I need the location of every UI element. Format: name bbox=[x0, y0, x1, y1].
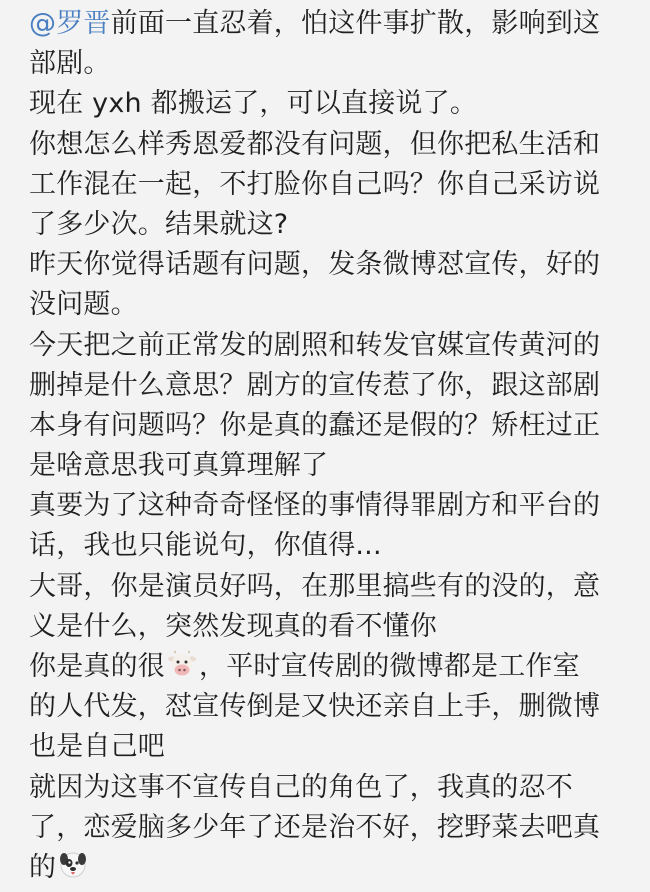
post-line bbox=[29, 647, 629, 687]
post-line: 是啥意思我可真算理解了 bbox=[29, 450, 329, 482]
post-line: 就因为这事不宣传自己的角色了，我真的忍不 bbox=[29, 771, 573, 803]
post-body bbox=[29, 4, 629, 888]
post-line: 了多少次。结果就这? bbox=[29, 208, 289, 240]
post-line: 删掉是什么意思？剧方的宣传惹了你，跟这部剧 bbox=[29, 369, 601, 401]
post-text: 你是真的很 bbox=[29, 651, 165, 682]
post-line: 工作混在一起，不打脸你自己吗？你自己采访说 bbox=[29, 168, 601, 200]
post-line: 大哥，你是演员好吗，在那里搞些有的没的，意 bbox=[29, 570, 601, 602]
post-line: 昨天你觉得话题有问题，发条微博怼宣传，好的 bbox=[29, 249, 601, 281]
post-line bbox=[29, 4, 629, 44]
post-line: 你想怎么样秀恩爱都没有问题，但你把私生活和 bbox=[29, 128, 601, 160]
post-line: 没问题。 bbox=[29, 289, 138, 321]
post-line: 今天把之前正常发的剧照和转发官媒宣传黄河的 bbox=[29, 329, 601, 361]
post-text: 前面一直忍着，怕这件事扩散，影响到这 bbox=[110, 8, 601, 39]
post-line: 部剧。 bbox=[29, 48, 111, 80]
cow-face-icon bbox=[167, 649, 197, 679]
post-line: 了，恋爱脑多少年了还是治不好，挖野菜去吧真 bbox=[29, 811, 601, 843]
post-line: 现在 yxh 都搬运了，可以直接说了。 bbox=[29, 88, 478, 120]
mention-link[interactable]: @罗晋 bbox=[29, 8, 111, 39]
post-line: 义是什么，突然发现真的看不懂你 bbox=[29, 610, 437, 642]
post-line: 本身有问题吗？你是真的蠢还是假的？矫枉过正 bbox=[29, 409, 601, 441]
post-line bbox=[29, 848, 629, 888]
post-line: 的人代发，怼宣传倒是又快还亲自上手，删微博 bbox=[29, 691, 601, 723]
dog-face-icon bbox=[58, 850, 88, 880]
post-text: 的 bbox=[29, 851, 57, 883]
post-text: ，平时宣传剧的微博都是工作室 bbox=[199, 651, 580, 682]
post-line: 话，我也只能说句，你值得... bbox=[29, 530, 382, 562]
post-line: 真要为了这种奇奇怪怪的事情得罪剧方和平台的 bbox=[29, 490, 601, 522]
post-line: 也是自己吧 bbox=[29, 731, 165, 763]
